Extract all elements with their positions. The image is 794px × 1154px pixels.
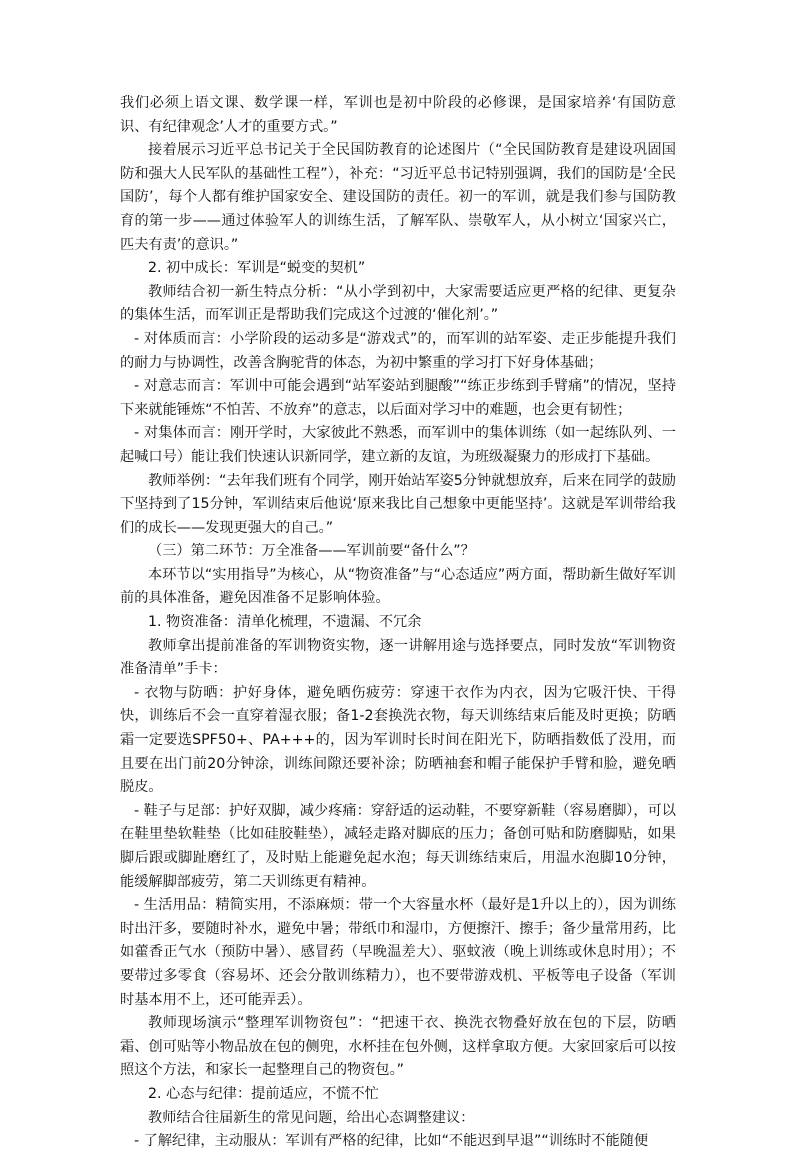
paragraph: 接着展示习近平总书记关于全民国防教育的论述图片（“全民国防教育是建设巩固国防和强大人民军队的基础性工程”），补充：“习近平总书记特别强调，我们的国防是‘全民国防’，每个人都有维护国家安全、建设国防的责任。初一的军训，就是我们参与国防教育的第一步——通过体验军人的训练生活，了解军队、崇敬军人，从小树立‘国家兴亡，匹夫有责’的意识。” (120, 142, 676, 253)
paragraph: 本环节以“实用指导”为核心，从“物资准备”与“心态适应”两方面，帮助新生做好军训前的具体准备，避免因准备不足影响体验。 (120, 566, 676, 607)
list-item: - 了解纪律，主动服从：军训有严格的纪律，比如“不能迟到早退”“训练时不能随便 (134, 1133, 649, 1150)
paragraph: 教师结合初一新生特点分析：“从小学到初中，大家需要适应更严格的纪律、更复杂的集体生活，而军训正是帮助我们完成这个过渡的‘催化剂’。” (120, 283, 676, 324)
section-heading: 1. 物资准备：清单化梳理，不遗漏、不冗余 (148, 614, 422, 631)
list-item: - 对体质而言：小学阶段的运动多是“游戏式”的，而军训的站军姿、走正步能提升我们的耐力与协调性，改善含胸驼背的体态，为初中繁重的学习打下好身体基础； (120, 330, 676, 371)
paragraph: 教师举例：“去年我们班有个同学，刚开始站军姿5分钟就想放弃，后来在同学的鼓励下坚持到了15分钟，军训结束后他说‘原来我比自己想象中更能坚持’。这就是军训带给我们的成长——发现更强大的自己。” (120, 472, 676, 536)
paragraph: 教师结合往届新生的常见问题，给出心态调整建议： (148, 1109, 475, 1126)
list-item: - 生活用品：精简实用，不添麻烦：带一个大容量水杯（最好是1升以上的），因为训练时出汗多，要随时补水，避免中暑；带纸巾和湿巾，方便擦汗、擦手；备少量常用药，比如藿香正气水（预防中暑）、感冒药（早晚温差大）、驱蚊液（晚上训练或休息时用）；不要带过多零食（容易坏、还会分散训练精力），也不要带游戏机、平板等电子设备（军训时基本用不上，还可能弄丢）。 (120, 897, 676, 1008)
list-item: - 衣物与防晒：护好身体，避免晒伤疲劳：穿速干衣作为内衣，因为它吸汗快、干得快，训练后不会一直穿着湿衣服；备1-2套换洗衣物，每天训练结束后能及时更换；防晒霜一定要选SPF50+、PA+++的，因为军训时长时间在阳光下，防晒指数低了没用，而且要在出门前20分钟涂，训练间隙还要补涂；防晒袖套和帽子能保护手臂和脸，避免晒脱皮。 (120, 684, 676, 796)
section-heading: 2. 初中成长：军训是“蜕变的契机” (148, 260, 366, 277)
section-heading: 2. 心态与纪律：提前适应，不慌不忙 (148, 1085, 379, 1102)
paragraph: 我们必须上语文课、数学课一样，军训也是初中阶段的必修课，是国家培养‘有国防意识、有纪律观念’人才的重要方式。” (120, 95, 676, 135)
paragraph: 教师拿出提前准备的军训物资实物，逐一讲解用途与选择要点，同时发放“军训物资准备清单”手卡： (120, 637, 676, 678)
document-page (120, 92, 676, 1154)
list-item: - 对集体而言：刚开学时，大家彼此不熟悉，而军训中的集体训练（如一起练队列、一起喊口号）能让我们快速认识新同学，建立新的友谊，为班级凝聚力的形成打下基础。 (120, 425, 676, 465)
list-item: - 鞋子与足部：护好双脚，减少疼痛：穿舒适的运动鞋，不要穿新鞋（容易磨脚），可以在鞋里垫软鞋垫（比如硅胶鞋垫），减轻走路对脚底的压力；备创可贴和防磨脚贴，如果脚后跟或脚趾磨红了，及时贴上能避免起水泡；每天训练结束后，用温水泡脚10分钟，能缓解脚部疲劳，第二天训练更有精神。 (120, 802, 676, 890)
list-item: - 对意志而言：军训中可能会遇到“站军姿站到腿酸”“练正步练到手臂痛”的情况，坚持下来就能锤炼“不怕苦、不放弃”的意志，以后面对学习中的难题，也会更有韧性； (120, 378, 676, 418)
paragraph: 教师现场演示“整理军训物资包”：“把速干衣、换洗衣物叠好放在包的下层，防晒霜、创可贴等小物品放在包的侧兜，水杯挂在包外侧，这样拿取方便。大家回家后可以按照这个方法，和家长一起整理自己的物资包。” (120, 1015, 676, 1079)
section-heading: （三）第二环节：万全准备——军训前要“备什么”？ (148, 543, 475, 560)
